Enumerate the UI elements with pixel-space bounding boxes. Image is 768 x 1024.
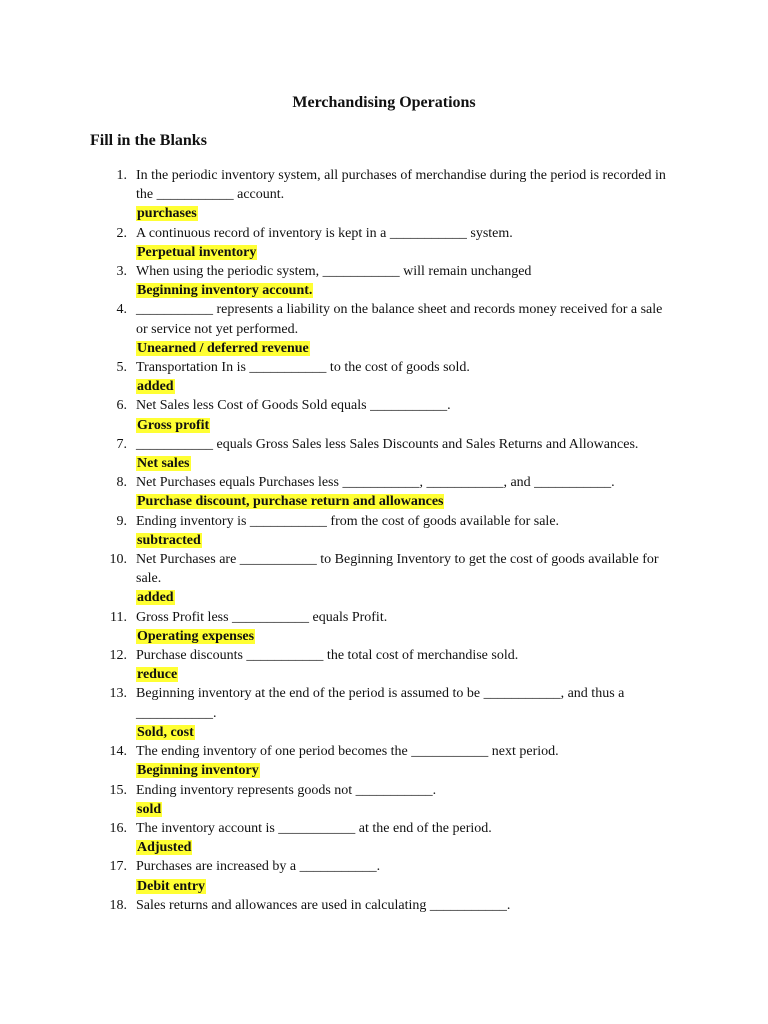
question-text: Ending inventory represents goods not ___________. xyxy=(136,782,437,798)
question-item xyxy=(0,819,768,857)
answer-highlight: purchases xyxy=(137,206,197,222)
question-text: Purchases are increased by a ___________. xyxy=(136,859,381,875)
question-number: 12. xyxy=(109,648,127,664)
question-number: 6. xyxy=(116,398,127,414)
answer-highlight: Unearned / deferred revenue xyxy=(137,340,309,356)
question-item xyxy=(0,473,768,511)
answer-highlight: Perpetual inventory xyxy=(137,244,257,260)
answer-highlight: subtracted xyxy=(137,532,201,548)
question-item xyxy=(0,608,768,646)
question-text: The inventory account is ___________ at the end of the period. xyxy=(136,820,492,836)
question-item xyxy=(0,857,768,895)
question-item xyxy=(0,435,768,473)
question-number: 13. xyxy=(109,686,127,702)
question-text: Sales returns and allowances are used in calculating ___________. xyxy=(136,897,511,913)
question-text: Net Sales less Cost of Goods Sold equals ___________. xyxy=(136,398,451,414)
answer-text xyxy=(136,665,768,684)
question-number: 17. xyxy=(109,859,127,875)
question-text: Transportation In is ___________ to the cost of goods sold. xyxy=(136,360,470,376)
answer-text xyxy=(136,588,768,607)
question-text: When using the periodic system, ___________ will remain unchanged xyxy=(136,264,532,280)
answer-highlight: reduce xyxy=(137,667,178,683)
question-number: 7. xyxy=(116,436,127,452)
question-number: 16. xyxy=(109,820,127,836)
answer-highlight: Net sales xyxy=(137,456,190,472)
question-text: Net Purchases equals Purchases less ___________, ___________, and ___________. xyxy=(136,475,615,491)
answer-text xyxy=(136,800,768,819)
answer-highlight: added xyxy=(137,590,174,606)
question-item xyxy=(0,742,768,780)
question-number: 4. xyxy=(116,302,127,318)
question-list xyxy=(0,166,768,915)
question-text: A continuous record of inventory is kept in a ___________ system. xyxy=(136,225,513,241)
answer-highlight: Debit entry xyxy=(137,878,206,894)
question-text: ___________ equals Gross Sales less Sales Discounts and Sales Returns and Allowances. xyxy=(136,436,639,452)
question-item xyxy=(0,396,768,434)
answer-highlight: Beginning inventory xyxy=(137,763,259,779)
section-heading: Fill in the Blanks xyxy=(90,132,207,149)
page-title: Merchandising Operations xyxy=(292,94,476,111)
answer-text xyxy=(136,339,768,358)
answer-text xyxy=(136,877,768,896)
question-number: 15. xyxy=(109,782,127,798)
answer-text xyxy=(136,243,768,262)
question-text: The ending inventory of one period becomes the ___________ next period. xyxy=(136,744,559,760)
answer-highlight: added xyxy=(137,379,174,395)
question-text: In the periodic inventory system, all purchases of merchandise during the period is recorded in the ___________ account. xyxy=(136,168,666,203)
question-text: Purchase discounts ___________ the total cost of merchandise sold. xyxy=(136,648,519,664)
answer-highlight: Gross profit xyxy=(137,417,210,433)
answer-highlight: sold xyxy=(137,801,162,817)
answer-text xyxy=(136,204,768,223)
answer-text xyxy=(136,416,768,435)
question-item xyxy=(0,300,768,358)
question-number: 1. xyxy=(116,168,127,183)
answer-text xyxy=(136,627,768,646)
answer-text xyxy=(136,761,768,780)
question-number: 11. xyxy=(110,609,127,625)
answer-text xyxy=(136,492,768,511)
question-item xyxy=(0,896,768,915)
question-number: 9. xyxy=(116,513,127,529)
question-item xyxy=(0,781,768,819)
question-item xyxy=(0,512,768,550)
question-number: 8. xyxy=(116,475,127,491)
question-number: 2. xyxy=(116,225,127,241)
question-item xyxy=(0,684,768,742)
answer-text xyxy=(136,377,768,396)
question-number: 14. xyxy=(109,744,127,760)
question-item xyxy=(0,358,768,396)
answer-highlight: Adjusted xyxy=(137,840,192,856)
question-number: 18. xyxy=(109,897,127,913)
question-text: Gross Profit less ___________ equals Profit. xyxy=(136,609,388,625)
question-number: 5. xyxy=(116,360,127,376)
answer-text xyxy=(136,723,768,742)
question-text: ___________ represents a liability on the balance sheet and records money received for a sale or service not yet performed. xyxy=(136,302,663,337)
question-text: Ending inventory is ___________ from the cost of goods available for sale. xyxy=(136,513,560,529)
question-item xyxy=(0,262,768,300)
question-number: 10. xyxy=(109,552,127,568)
answer-text xyxy=(136,454,768,473)
answer-text xyxy=(136,281,768,300)
question-item xyxy=(0,550,768,608)
question-text: Beginning inventory at the end of the period is assumed to be ___________, and thus a ___________. xyxy=(136,686,625,721)
answer-highlight: Operating expenses xyxy=(137,628,255,644)
answer-text xyxy=(136,838,768,857)
question-item xyxy=(0,646,768,684)
question-text: Net Purchases are ___________ to Beginning Inventory to get the cost of goods available for sale. xyxy=(136,552,659,587)
question-item xyxy=(0,166,768,224)
answer-highlight: Sold, cost xyxy=(137,724,194,740)
answer-highlight: Beginning inventory account. xyxy=(137,283,313,299)
question-item xyxy=(0,224,768,262)
question-number: 3. xyxy=(116,264,127,280)
answer-highlight: Purchase discount, purchase return and allowances xyxy=(137,494,444,510)
answer-text xyxy=(136,531,768,550)
